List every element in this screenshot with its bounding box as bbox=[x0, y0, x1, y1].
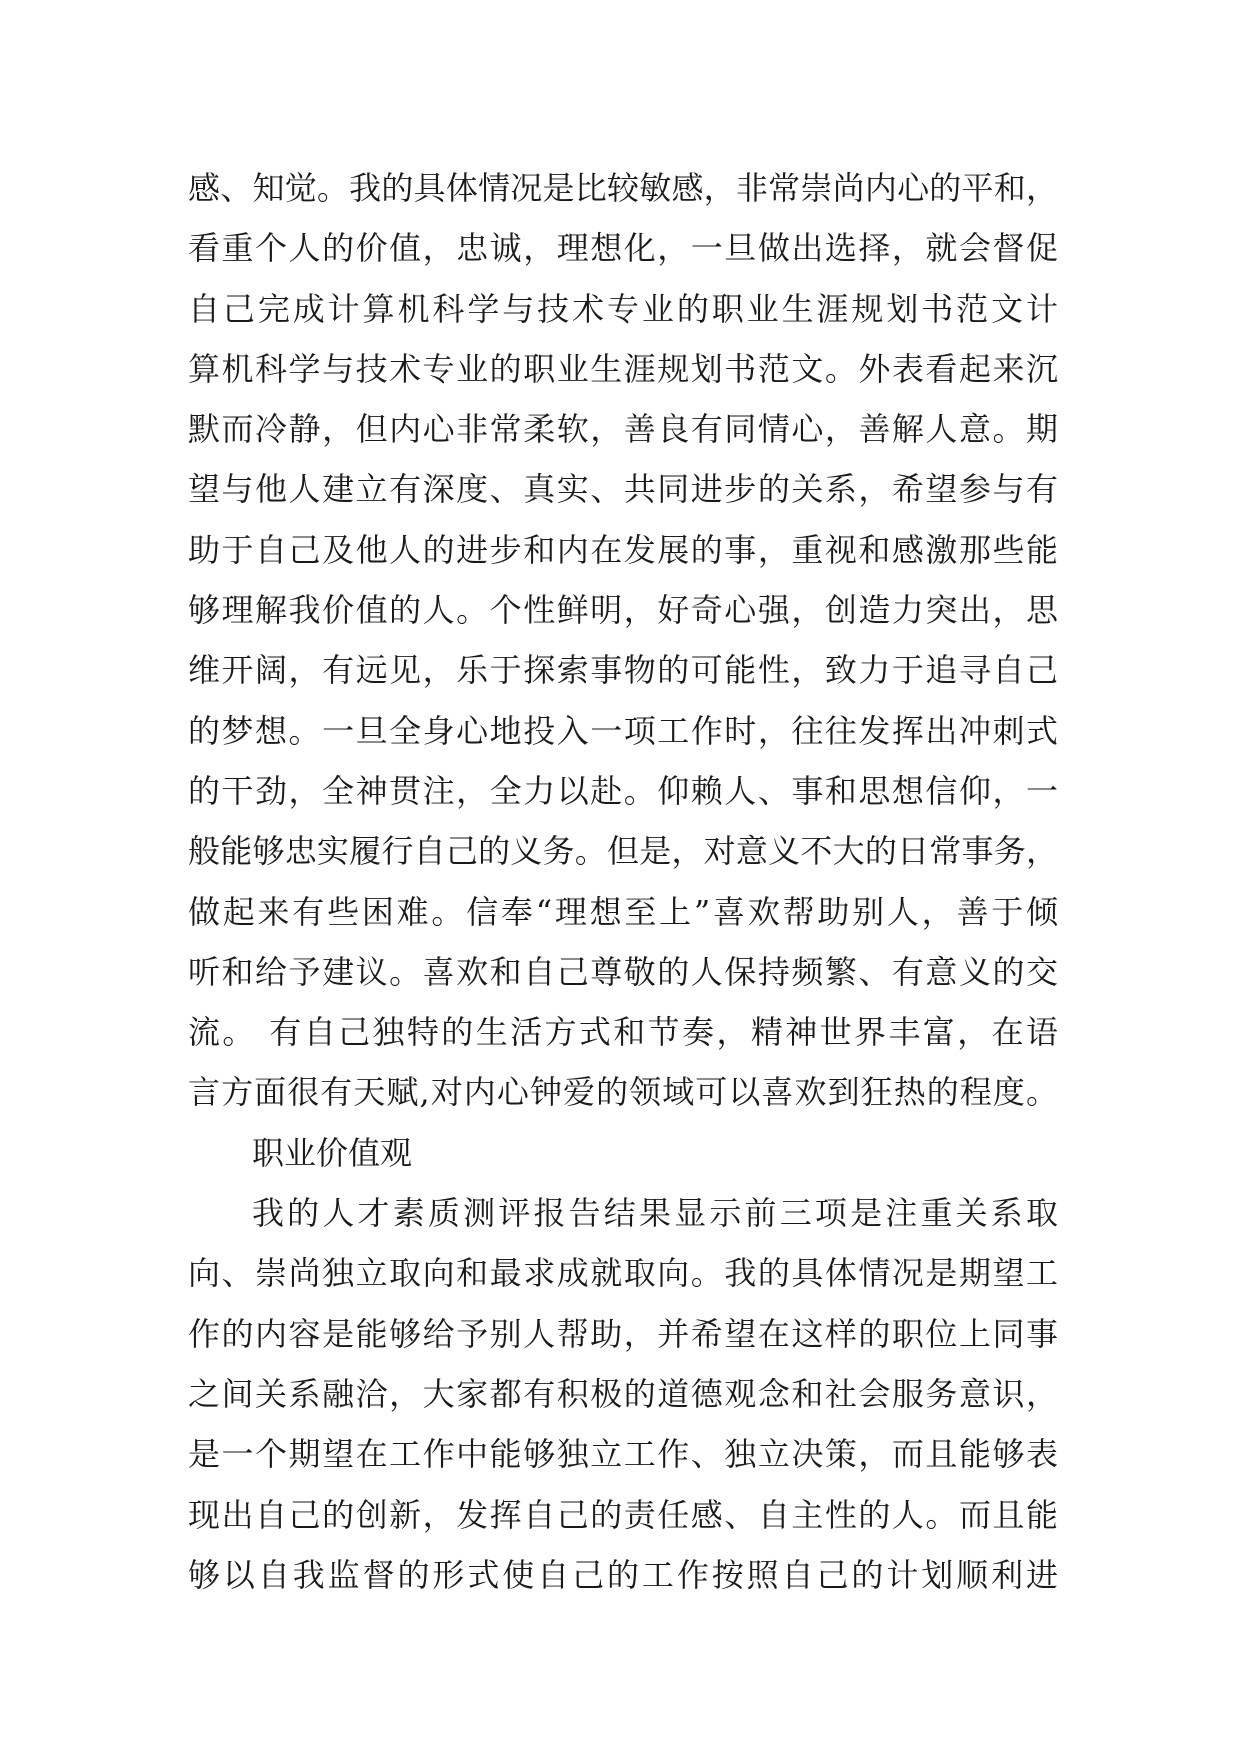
text-line-16: 言方面很有天赋,对内心钟爱的领域可以喜欢到狂热的程度。 bbox=[188, 1073, 1058, 1112]
text-line-13: 做起来有些困难。信奉“理想至上”喜欢帮助别人，善于倾 bbox=[188, 892, 1058, 931]
text-line-19: 向、崇尚独立取向和最求成就取向。我的具体情况是期望工 bbox=[188, 1254, 1058, 1293]
text-line-9: 维开阔，有远见，乐于探索事物的可能性，致力于追寻自己 bbox=[188, 651, 1058, 690]
text-line-2: 看重个人的价值，忠诚，理想化，一旦做出选择，就会督促 bbox=[188, 229, 1058, 268]
text-line-7: 助于自己及他人的进步和内在发展的事，重视和感激那些能 bbox=[188, 530, 1058, 569]
section-heading: 职业价值观 bbox=[252, 1133, 413, 1172]
text-line-6: 望与他人建立有深度、真实、共同进步的关系，希望参与有 bbox=[188, 470, 1058, 509]
text-line-15: 流。 有自己独特的生活方式和节奏，精神世界丰富，在语 bbox=[188, 1013, 1058, 1052]
text-line-11: 的干劲，全神贯注，全力以赴。仰赖人、事和思想信仰，一 bbox=[188, 771, 1058, 810]
text-line-14: 听和给予建议。喜欢和自己尊敬的人保持频繁、有意义的交 bbox=[188, 952, 1058, 991]
text-line-21: 之间关系融洽，大家都有积极的道德观念和社会服务意识， bbox=[188, 1374, 1058, 1413]
text-line-8: 够理解我价值的人。个性鲜明，好奇心强，创造力突出，思 bbox=[188, 591, 1058, 630]
text-line-10: 的梦想。一旦全身心地投入一项工作时，往往发挥出冲刺式 bbox=[188, 711, 1058, 750]
text-line-12: 般能够忠实履行自己的义务。但是，对意义不大的日常事务， bbox=[188, 832, 1058, 871]
text-line-22: 是一个期望在工作中能够独立工作、独立决策，而且能够表 bbox=[188, 1435, 1058, 1474]
text-line-18: 我的人才素质测评报告结果显示前三项是注重关系取 bbox=[252, 1194, 1058, 1233]
text-line-23: 现出自己的创新，发挥自己的责任感、自主性的人。而且能 bbox=[188, 1495, 1058, 1534]
text-line-4: 算机科学与技术专业的职业生涯规划书范文。外表看起来沉 bbox=[188, 349, 1058, 388]
text-line-5: 默而冷静，但内心非常柔软，善良有同情心，善解人意。期 bbox=[188, 410, 1058, 449]
text-line-1: 感、知觉。我的具体情况是比较敏感，非常崇尚内心的平和， bbox=[188, 169, 1058, 207]
body-text bbox=[188, 158, 1058, 1605]
text-line-20: 作的内容是能够给予别人帮助，并希望在这样的职位上同事 bbox=[188, 1314, 1058, 1353]
text-line-3: 自己完成计算机科学与技术专业的职业生涯规划书范文计 bbox=[188, 289, 1058, 328]
text-line-24: 够以自我监督的形式使自己的工作按照自己的计划顺利进 bbox=[188, 1555, 1058, 1594]
